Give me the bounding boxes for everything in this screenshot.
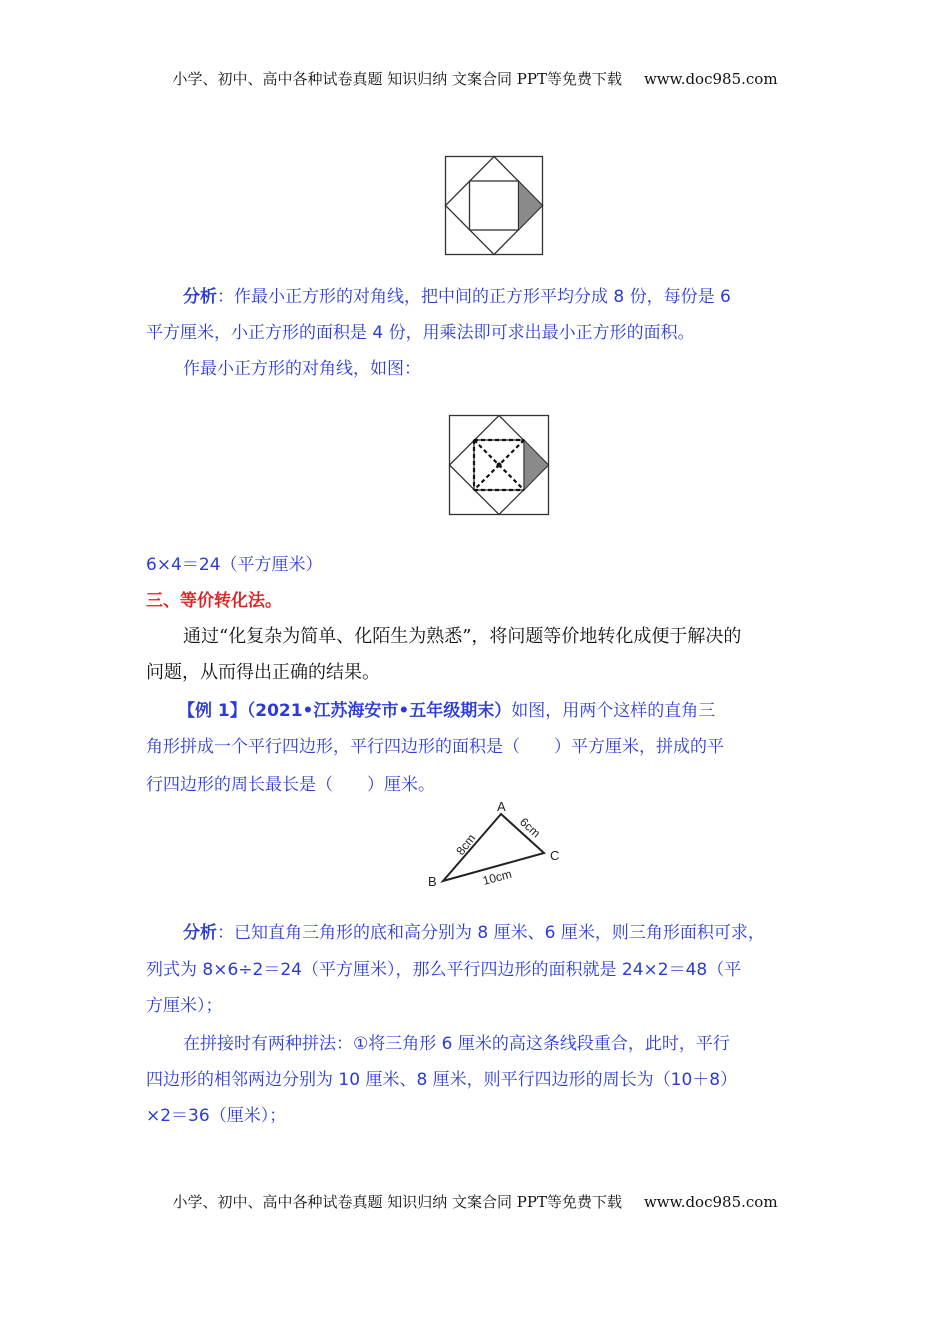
right-triangle-figure bbox=[420, 796, 580, 892]
inner-square bbox=[470, 181, 519, 230]
analysis2-line1: 分析：已知直角三角形的底和高分别为 8 厘米、6 厘米，则三角形面积可求， bbox=[183, 923, 765, 943]
footer-url[interactable]: www.doc985.com bbox=[643, 1193, 778, 1211]
example1-line3: 行四边形的周长最长是（ ）厘米。 bbox=[146, 775, 435, 795]
analysis2-line3: 方厘米）； bbox=[146, 996, 223, 1016]
example1-line2: 角形拼成一个平行四边形，平行四边形的面积是（ ）平方厘米，拼成的平 bbox=[146, 737, 724, 757]
header-url[interactable]: www.doc985.com bbox=[643, 70, 778, 88]
shaded-triangle bbox=[524, 440, 549, 490]
intro-line1: 通过“化复杂为简单、化陌生为熟悉”，将问题等价地转化成便于解决的 bbox=[183, 626, 742, 647]
center-dot bbox=[497, 463, 502, 468]
vertex-a-label: A bbox=[497, 799, 506, 814]
nested-squares-figure bbox=[444, 155, 544, 257]
page-footer bbox=[0, 1191, 950, 1212]
analysis1-line3: 作最小正方形的对角线，如图： bbox=[183, 359, 421, 379]
intro-line2: 问题，从而得出正确的结果。 bbox=[146, 662, 380, 683]
page-header bbox=[0, 68, 950, 89]
vertex-b-label: B bbox=[428, 874, 437, 889]
analysis1-line2: 平方厘米，小正方形的面积是 4 份，用乘法即可求出最小正方形的面积。 bbox=[146, 323, 695, 343]
nested-squares-diagonals-figure bbox=[448, 414, 550, 516]
footer-text: 小学、初中、高中各种试卷真题 知识归纳 文案合同 PPT等免费下载 bbox=[172, 1193, 622, 1211]
section3-title: 三、等价转化法。 bbox=[146, 591, 282, 611]
side-ab-label: 8cm bbox=[453, 831, 479, 858]
analysis2-line2: 列式为 8×6÷2＝24（平方厘米），那么平行四边形的面积就是 24×2＝48（平 bbox=[146, 960, 742, 980]
analysis2-line5: 四边形的相邻两边分别为 10 厘米、8 厘米，则平行四边形的周长为（10＋8） bbox=[146, 1070, 738, 1090]
header-text: 小学、初中、高中各种试卷真题 知识归纳 文案合同 PPT等免费下载 bbox=[172, 70, 622, 88]
shaded-triangle bbox=[519, 181, 543, 230]
analysis2-line4: 在拼接时有两种拼法：①将三角形 6 厘米的高这条线段重合，此时，平行 bbox=[183, 1034, 730, 1054]
side-bc-label: 10cm bbox=[481, 866, 514, 888]
vertex-c-label: C bbox=[550, 848, 560, 863]
example1-line1: 【例 1】（2021•江苏海安市•五年级期末）如图，用两个这样的直角三 bbox=[178, 701, 716, 721]
analysis2-line6: ×2＝36（厘米）； bbox=[146, 1106, 287, 1126]
side-ac-label: 6cm bbox=[516, 814, 544, 841]
analysis1-line1: 分析：作最小正方形的对角线，把中间的正方形平均分成 8 份，每份是 6 bbox=[183, 287, 731, 307]
calc1: 6×4＝24（平方厘米） bbox=[146, 555, 323, 575]
